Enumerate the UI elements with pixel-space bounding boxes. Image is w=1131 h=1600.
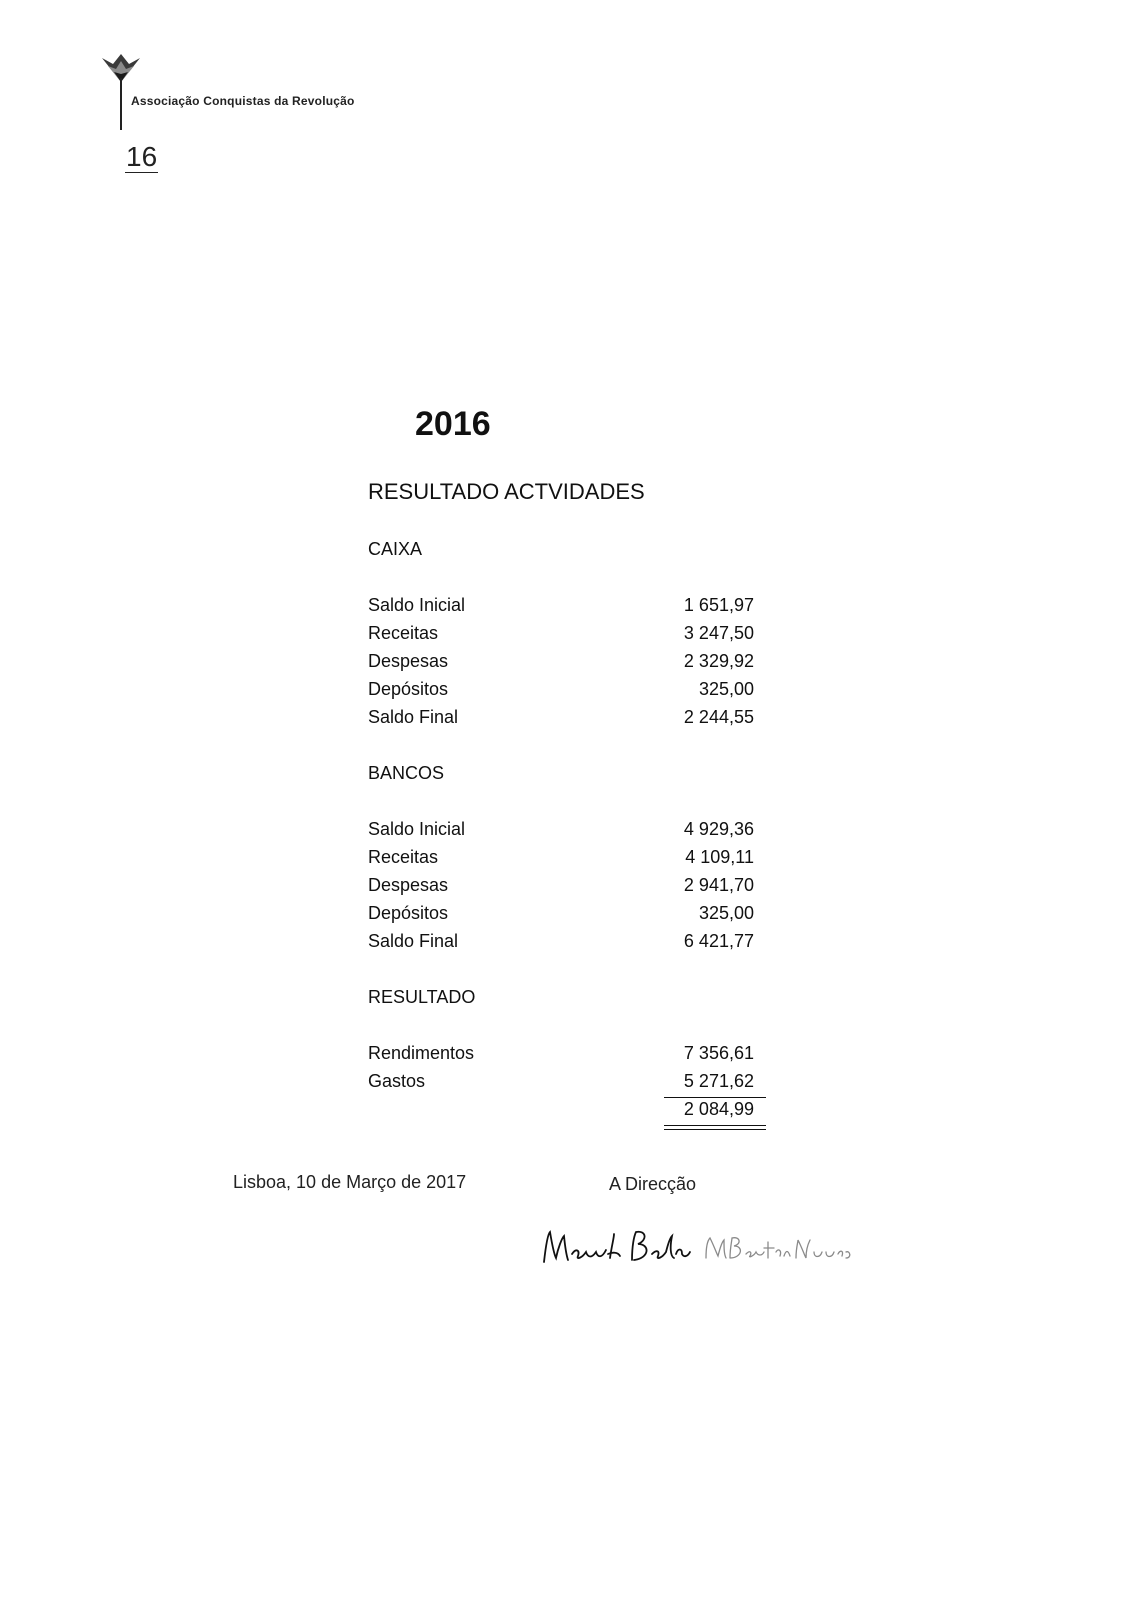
caixa-row-label: Despesas (368, 651, 449, 671)
resultado-row-label: Gastos (368, 1071, 426, 1091)
resultado-row-value: 7 356,61 (683, 1043, 754, 1063)
total-double-rule (664, 1125, 766, 1130)
bancos-row-label: Saldo Inicial (368, 819, 466, 839)
resultado-row-label: Rendimentos (368, 1043, 475, 1063)
bancos-row-label: Saldo Final (368, 931, 459, 951)
organization-name: Associação Conquistas da Revolução (131, 94, 355, 108)
caixa-row-value: 3 247,50 (683, 623, 754, 643)
report-year: 2016 (415, 405, 491, 443)
bancos-row-value: 2 941,70 (683, 875, 754, 895)
bancos-row-value: 325,00 (698, 903, 754, 923)
bancos-row-label: Receitas (368, 847, 439, 867)
bancos-row-label: Despesas (368, 875, 449, 895)
resultado-row-value: 5 271,62 (683, 1071, 754, 1091)
bancos-row-value: 4 929,36 (683, 819, 754, 839)
signature-manuel (536, 1224, 694, 1274)
caixa-row-label: Depósitos (368, 679, 449, 699)
caixa-row-label: Saldo Final (368, 707, 459, 727)
header-divider (120, 78, 122, 130)
caixa-row-value: 325,00 (698, 679, 754, 699)
section-bancos-heading: BANCOS (368, 763, 445, 783)
place-date: Lisboa, 10 de Março de 2017 (233, 1172, 467, 1192)
caixa-row-label: Saldo Inicial (368, 595, 466, 615)
caixa-row-value: 2 329,92 (683, 651, 754, 671)
caixa-row-value: 1 651,97 (683, 595, 754, 615)
bancos-row-value: 4 109,11 (685, 847, 754, 867)
signatory-label: A Direcção (609, 1174, 697, 1194)
report-title: RESULTADO ACTVIDADES (368, 479, 645, 504)
subtotal-rule (664, 1097, 766, 1098)
caixa-row-value: 2 244,55 (683, 707, 754, 727)
section-caixa-heading: CAIXA (368, 539, 423, 559)
bancos-row-value: 6 421,77 (683, 931, 754, 951)
page-number: 16 (126, 141, 158, 172)
bancos-row-label: Depósitos (368, 903, 449, 923)
section-resultado-heading: RESULTADO (368, 987, 476, 1007)
resultado-total-value: 2 084,99 (683, 1099, 754, 1119)
signature-beatriz (700, 1224, 858, 1274)
caixa-row-label: Receitas (368, 623, 439, 643)
